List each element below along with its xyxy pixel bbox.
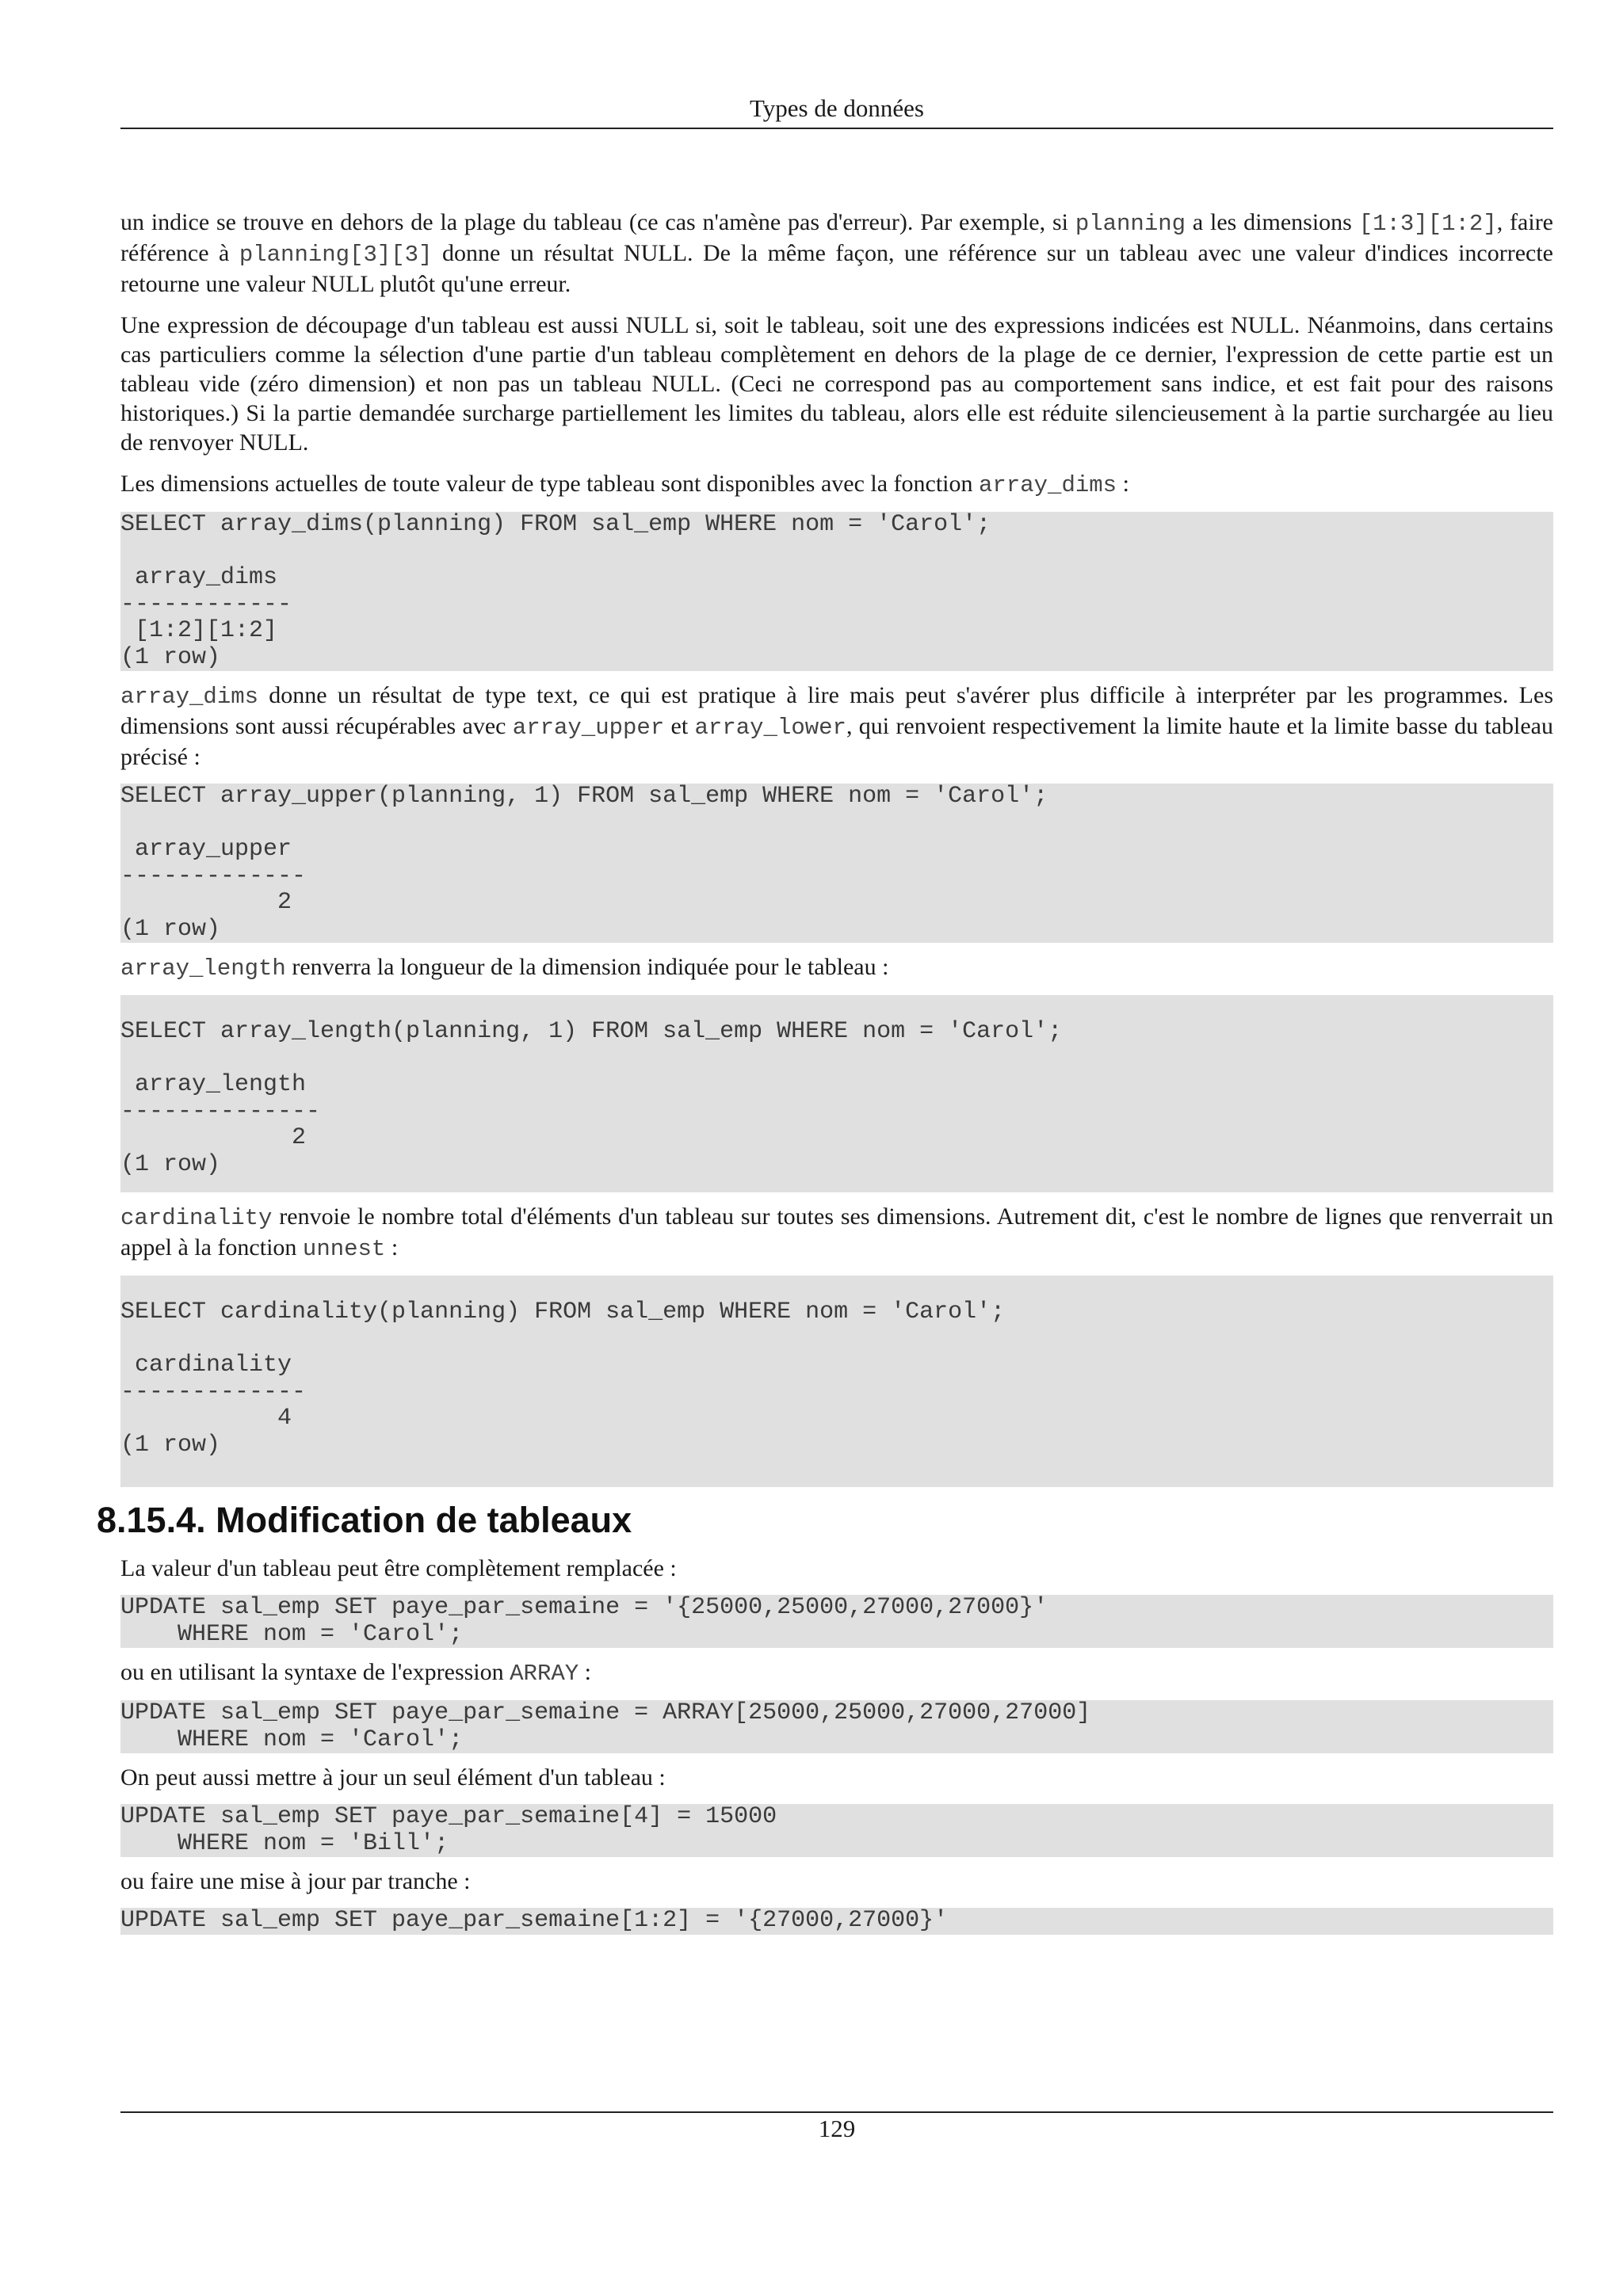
text-run: renverra la longueur de la dimension indiquée pour le tableau : (285, 954, 889, 980)
text-run: donne un résultat de type text, ce qui est pratique à lire mais peut s'avérer plus difficile à interpréter par les programmes. Les dimensions sont aussi récupérables avec (120, 682, 1553, 739)
paragraph-array-dims-intro (120, 469, 1553, 500)
code-block-update-literal: UPDATE sal_emp SET paye_par_semaine = '{25000,25000,27000,27000}' WHERE nom = 'Carol'; (120, 1595, 1553, 1648)
paragraph-slice-null: Une expression de découpage d'un tableau est aussi NULL si, soit le tableau, soit une des expressions indicées est NULL. Néanmoins, dans certains cas particuliers comme la sélection d'une partie d'un tableau complètement en dehors de la plage de ce dernier, l'expression de cette partie est un tableau vide (zéro dimension) et non pas un tableau NULL. (Ceci ne correspond pas au comportement sans indice, et est fait pour des raisons historiques.) Si la partie demandée surcharge partiellement les limites du tableau, alors elle est réduite silencieusement à la partie surchargée au lieu de renvoyer NULL. (120, 312, 1553, 456)
text-run: , qui renvoient respectivement la limite haute et la limite basse du tableau précisé : (120, 713, 1553, 770)
text-run: donne un résultat NULL. De la même façon, une référence sur un tableau avec une valeur d'indices incorrecte retourne une valeur NULL plutôt qu'une erreur. (120, 240, 1553, 297)
paragraph-array-upper-lower (120, 681, 1553, 772)
code-block-array-upper: SELECT array_upper(planning, 1) FROM sal_emp WHERE nom = 'Carol'; array_upper ------------- 2 (1 row) (120, 784, 1553, 943)
inline-code: array_dims (120, 684, 259, 710)
inline-code: planning (1075, 211, 1186, 237)
page-content (97, 208, 1553, 1944)
section-heading: 8.15.4. Modification de tableaux (97, 1500, 632, 1540)
text-run: , faire référence à (120, 209, 1553, 266)
code-block-update-element: UPDATE sal_emp SET paye_par_semaine[4] = 15000 WHERE nom = 'Bill'; (120, 1804, 1553, 1857)
paragraph-out-of-range (120, 208, 1553, 299)
code-block-array-dims: SELECT array_dims(planning) FROM sal_emp WHERE nom = 'Carol'; array_dims ------------ [1:2][1:2] (1 row) (120, 512, 1553, 671)
paragraph-array-syntax (120, 1657, 1553, 1688)
text-run: : (579, 1659, 591, 1685)
text-run: : (385, 1234, 399, 1261)
inline-code: array_upper (512, 715, 665, 741)
code-block-update-slice: UPDATE sal_emp SET paye_par_semaine[1:2] = '{27000,27000}' (120, 1908, 1553, 1935)
header-rule (120, 128, 1553, 129)
inline-code: [1:3][1:2] (1358, 211, 1497, 237)
inline-code: planning[3][3] (239, 242, 433, 268)
paragraph-array-length (120, 952, 1553, 983)
inline-code: array_length (120, 955, 286, 982)
inline-code: unnest (302, 1236, 386, 1262)
inline-code: cardinality (120, 1205, 273, 1231)
text-run: un indice se trouve en dehors de la plage du tableau (ce cas n'amène pas d'erreur). Par exemple, si (120, 209, 1075, 235)
text-run: a les dimensions (1186, 209, 1359, 235)
inline-code: ARRAY (510, 1661, 579, 1687)
paragraph-slice-update: ou faire une mise à jour par tranche : (120, 1868, 471, 1894)
inline-code: array_lower (694, 715, 846, 741)
code-block-cardinality: SELECT cardinality(planning) FROM sal_emp WHERE nom = 'Carol'; cardinality ------------- 4 (1 row) (120, 1276, 1553, 1487)
running-header: Types de données (750, 94, 924, 122)
text-run: : (1117, 471, 1129, 497)
page-number: 129 (818, 2115, 856, 2142)
inline-code: array_dims (979, 472, 1117, 498)
footer-rule (120, 2111, 1553, 2113)
paragraph-replace-array: La valeur d'un tableau peut être complètement remplacée : (120, 1555, 677, 1581)
code-block-array-length: SELECT array_length(planning, 1) FROM sal_emp WHERE nom = 'Carol'; array_length -------------- 2 (1 row) (120, 995, 1553, 1192)
text-run: renvoie le nombre total d'éléments d'un tableau sur toutes ses dimensions. Autrement dit, c'est le nombre de lignes que renverrait un appel à la fonction (120, 1203, 1553, 1261)
text-run: ou en utilisant la syntaxe de l'expression (120, 1659, 510, 1685)
text-run: Les dimensions actuelles de toute valeur de type tableau sont disponibles avec la fonction (120, 471, 980, 497)
text-run: et (664, 713, 695, 739)
code-block-update-array: UPDATE sal_emp SET paye_par_semaine = ARRAY[25000,25000,27000,27000] WHERE nom = 'Carol'; (120, 1700, 1553, 1753)
paragraph-cardinality (120, 1202, 1553, 1264)
paragraph-single-element: On peut aussi mettre à jour un seul élément d'un tableau : (120, 1764, 666, 1791)
